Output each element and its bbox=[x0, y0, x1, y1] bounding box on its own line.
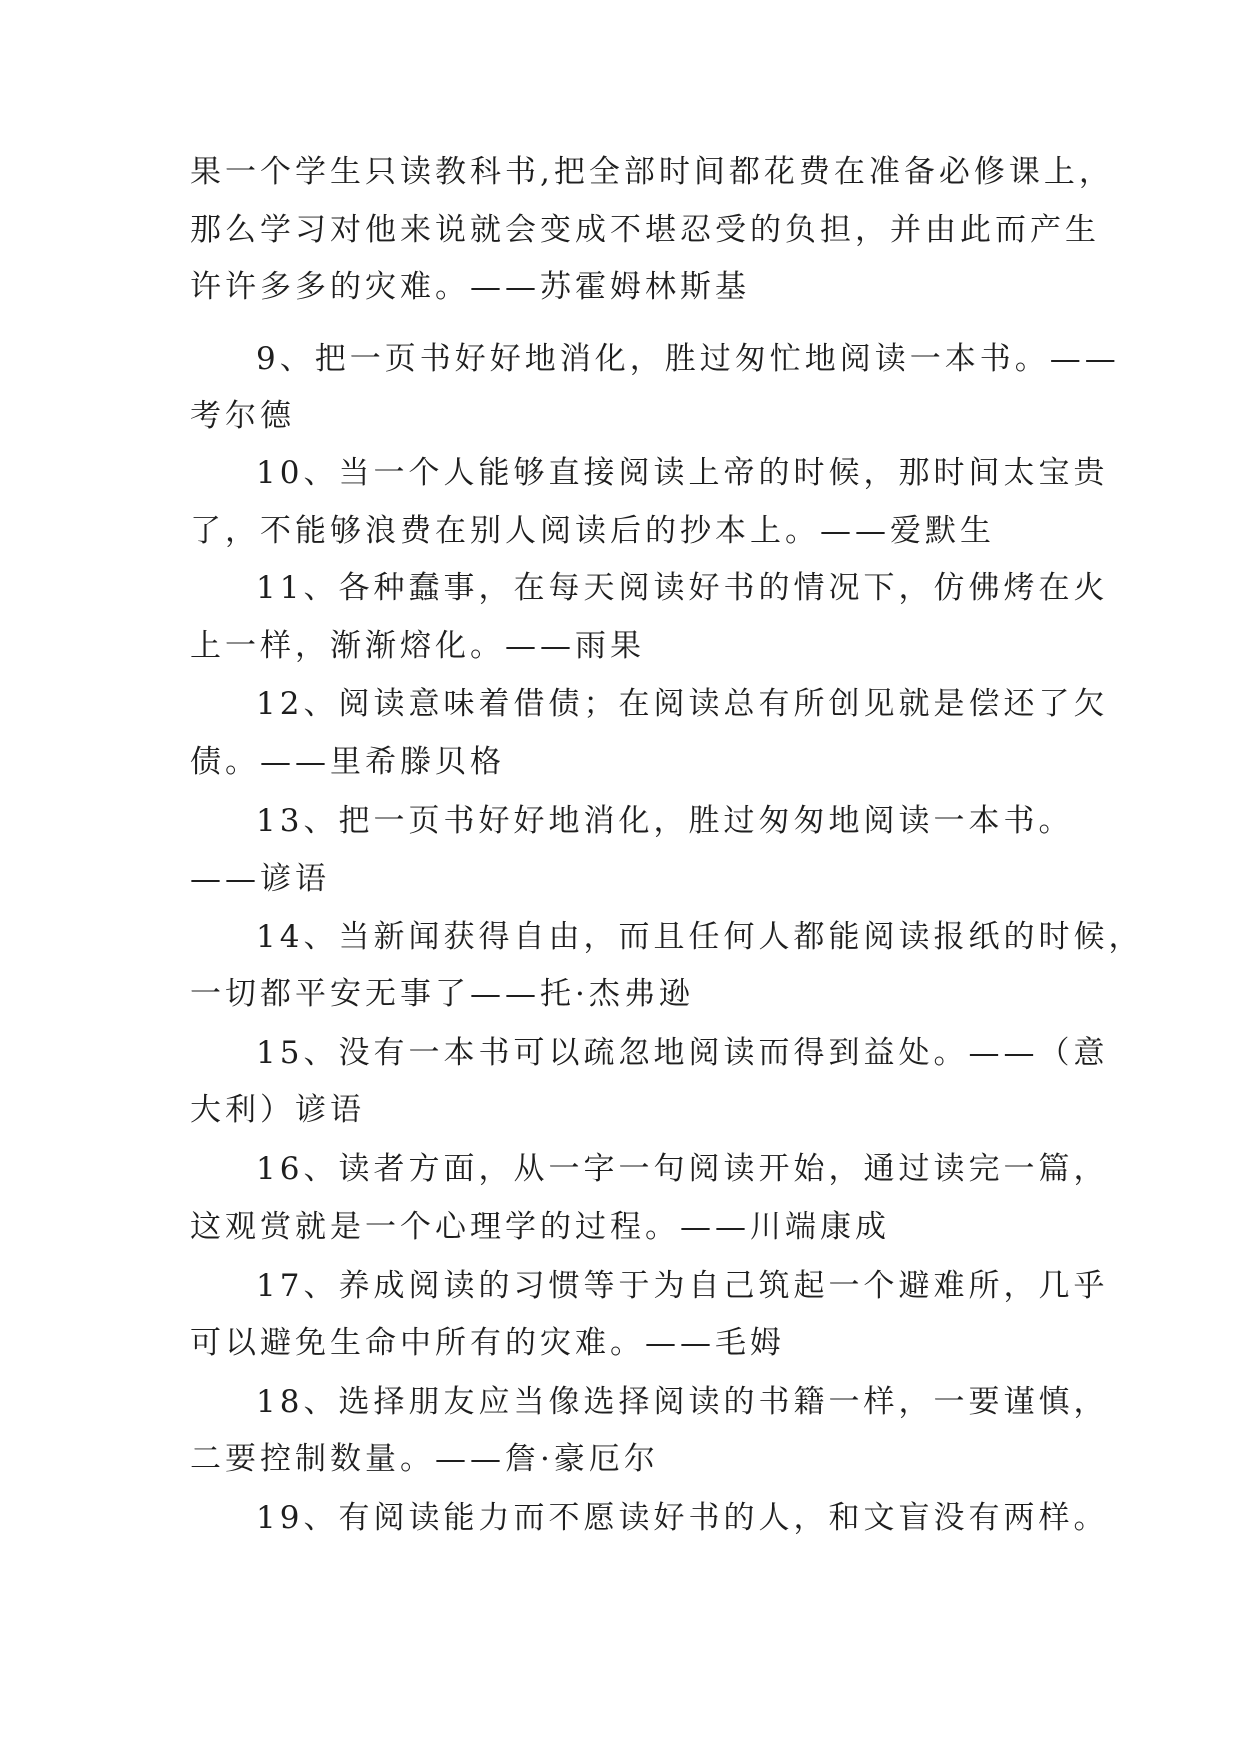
text-line: 那么学习对他来说就会变成不堪忍受的负担，并由此而产生 bbox=[190, 212, 1100, 248]
text-line: 大利）谚语 bbox=[190, 1092, 365, 1128]
text-line: 二要控制数量。——詹·豪厄尔 bbox=[190, 1441, 659, 1477]
text-line: 17、养成阅读的习惯等于为自己筑起一个避难所，几乎 bbox=[256, 1268, 1109, 1304]
text-line: 这观赏就是一个心理学的过程。——川端康成 bbox=[190, 1209, 890, 1245]
text-line: 9、把一页书好好地消化，胜过匆忙地阅读一本书。—— bbox=[256, 341, 1120, 377]
text-line: 一切都平安无事了——托·杰弗逊 bbox=[190, 976, 694, 1012]
text-line: 16、读者方面，从一字一句阅读开始，通过读完一篇， bbox=[256, 1151, 1109, 1187]
text-line: 债。——里希滕贝格 bbox=[190, 744, 505, 780]
text-line: 13、把一页书好好地消化，胜过匆匆地阅读一本书。 bbox=[256, 803, 1074, 839]
text-line: 果一个学生只读教科书,把全部时间都花费在准备必修课上， bbox=[190, 154, 1114, 190]
text-line: 19、有阅读能力而不愿读好书的人，和文盲没有两样。 bbox=[256, 1500, 1109, 1536]
text-line: 15、没有一本书可以疏忽地阅读而得到益处。——（意 bbox=[256, 1035, 1109, 1071]
text-line: 考尔德 bbox=[190, 398, 295, 434]
text-line: 许许多多的灾难。——苏霍姆林斯基 bbox=[190, 269, 750, 305]
text-line: 18、选择朋友应当像选择阅读的书籍一样，一要谨慎， bbox=[256, 1384, 1109, 1420]
text-line: 上一样，渐渐熔化。——雨果 bbox=[190, 628, 645, 664]
text-line: 12、阅读意味着借债；在阅读总有所创见就是偿还了欠 bbox=[256, 686, 1109, 722]
text-line: 14、当新闻获得自由，而且任何人都能阅读报纸的时候， bbox=[256, 919, 1144, 955]
text-line: 10、当一个人能够直接阅读上帝的时候，那时间太宝贵 bbox=[256, 455, 1109, 491]
text-line: 11、各种蠢事，在每天阅读好书的情况下，仿佛烤在火 bbox=[256, 570, 1109, 606]
text-line: ——谚语 bbox=[190, 861, 330, 897]
text-line: 可以避免生命中所有的灾难。——毛姆 bbox=[190, 1325, 785, 1361]
text-line: 了，不能够浪费在别人阅读后的抄本上。——爱默生 bbox=[190, 513, 995, 549]
